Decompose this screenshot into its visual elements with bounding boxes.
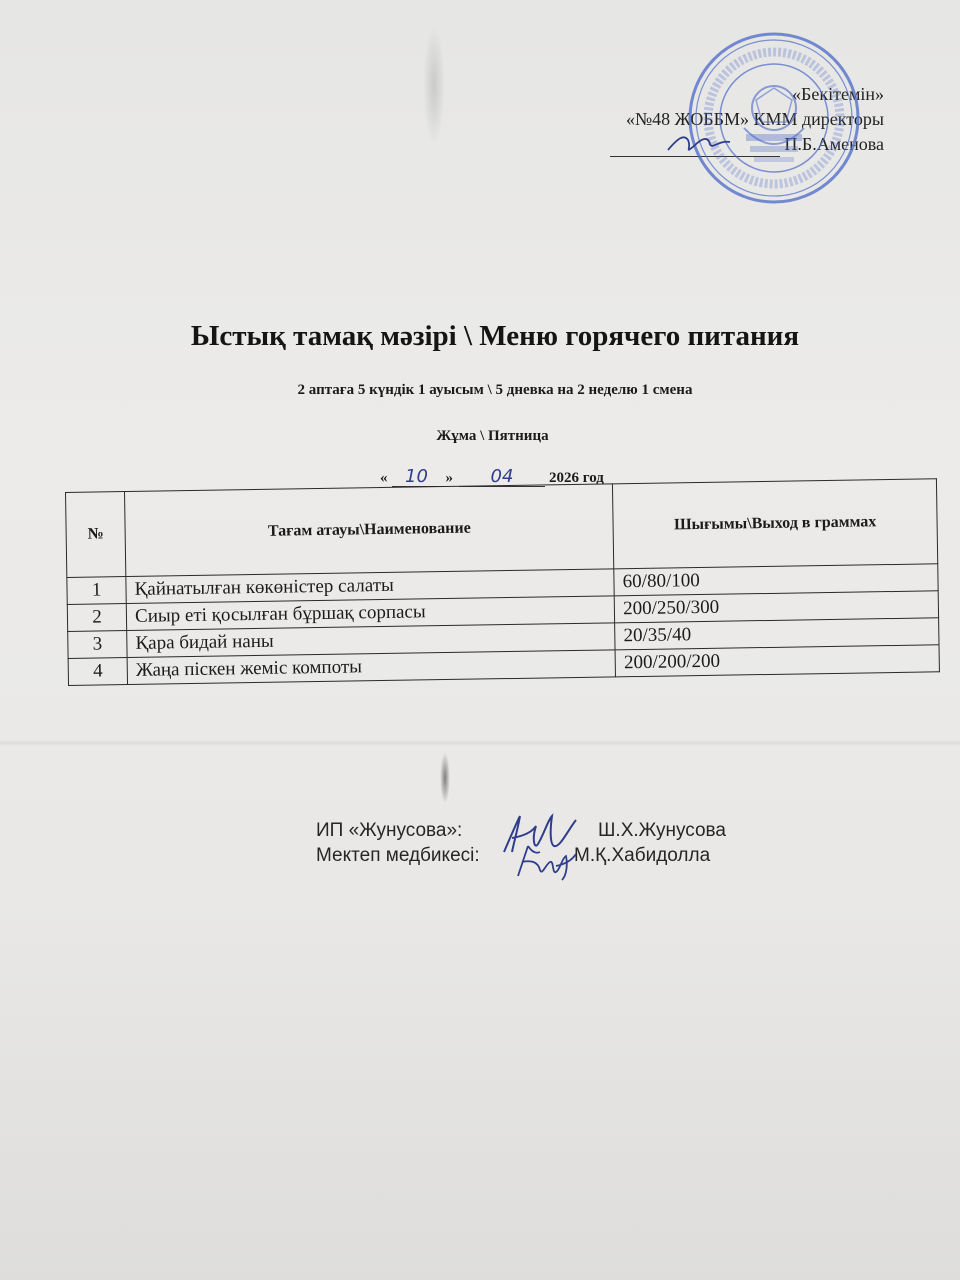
column-header-output: Шығымы\Выход в граммах bbox=[613, 479, 938, 569]
nurse-signature-line bbox=[316, 845, 711, 867]
menu-table bbox=[65, 478, 940, 686]
dish-name: Сиыр еті қосылған бұршақ сорпасы bbox=[126, 596, 614, 631]
director-name: П.Б.Аменова bbox=[784, 134, 884, 154]
director-signature bbox=[664, 128, 734, 158]
round-stamp-seal bbox=[686, 30, 862, 206]
page-subtitle: 2 аптаға 5 күндік 1 ауысым \ 5 дневка на 2 неделю 1 смена bbox=[297, 382, 693, 398]
dish-output: 60/80/100 bbox=[614, 564, 938, 596]
row-number: 4 bbox=[68, 658, 128, 686]
column-header-number: № bbox=[66, 492, 126, 578]
approval-position: «№48 ЖОББМ» КММ директоры bbox=[625, 109, 884, 129]
dish-name: Жаңа піскен жеміс компоты bbox=[127, 650, 615, 685]
paper-fold bbox=[0, 740, 960, 746]
row-number: 2 bbox=[67, 604, 127, 632]
dish-name: Қайнатылған көкөністер салаты bbox=[126, 569, 614, 604]
entrepreneur-label: ИП «Жунусова»: bbox=[316, 820, 463, 841]
date-year: 2026 год bbox=[549, 470, 604, 486]
dish-output: 200/200/200 bbox=[615, 645, 939, 677]
date-close-quote: » bbox=[445, 470, 453, 486]
approval-heading: «Бекітемін» bbox=[792, 84, 884, 104]
weekday-label: Жұма \ Пятница bbox=[436, 428, 549, 444]
nurse-handwritten-signature bbox=[512, 840, 580, 884]
table-header-row bbox=[66, 479, 938, 578]
row-number: 3 bbox=[68, 631, 128, 659]
date-open-quote: « bbox=[380, 470, 388, 486]
entrepreneur-signature-line bbox=[316, 820, 726, 842]
row-number: 1 bbox=[67, 577, 127, 605]
date-day: 10 bbox=[392, 468, 442, 487]
ink-smudge bbox=[440, 752, 450, 804]
column-header-dish: Тағам атауы\Наименование bbox=[125, 484, 614, 577]
dish-output: 200/250/300 bbox=[614, 591, 938, 623]
date-month: 04 bbox=[459, 468, 545, 487]
dish-output: 20/35/40 bbox=[615, 618, 939, 650]
dish-name: Қара бидай наны bbox=[127, 623, 615, 658]
paper-shadow bbox=[423, 25, 445, 145]
entrepreneur-name: Ш.Х.Жунусова bbox=[598, 820, 726, 841]
page-title: Ыстық тамақ мәзірі \ Меню горячего питания bbox=[190, 320, 800, 352]
nurse-name: М.Қ.Хабидолла bbox=[574, 845, 711, 866]
nurse-label: Мектеп медбикесі: bbox=[316, 845, 480, 866]
